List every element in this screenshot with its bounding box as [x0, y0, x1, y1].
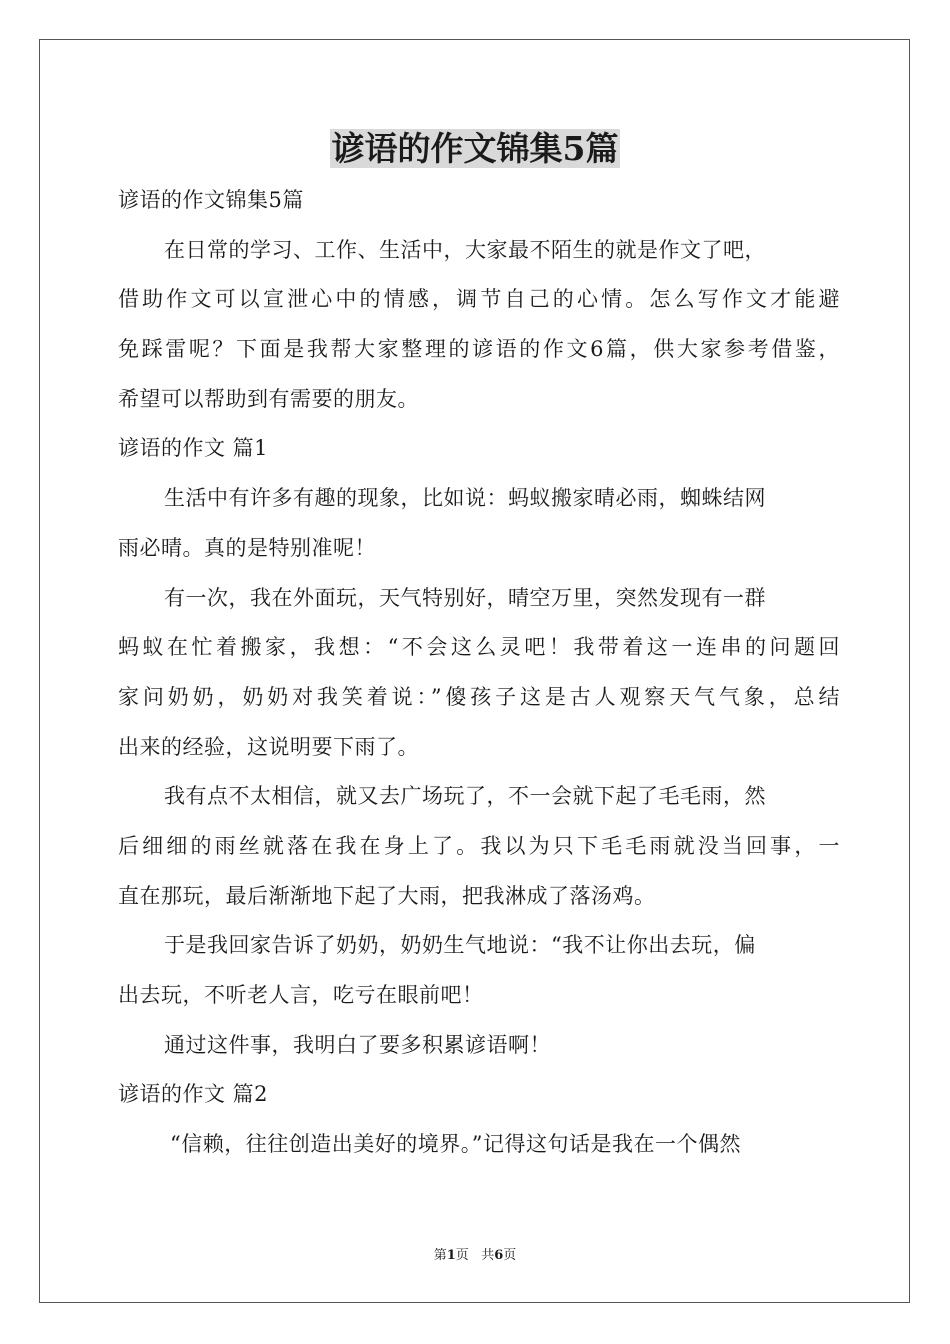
- paragraph-line: 直在那玩，最后渐渐地下起了大雨，把我淋成了落汤鸡。: [118, 883, 656, 908]
- paragraph-line: 我有点不太相信，就又去广场玩了，不一会就下起了毛毛雨，然: [164, 784, 766, 809]
- section-heading-1: 谚语的作文 篇1: [118, 436, 269, 461]
- total-prefix: 共: [481, 1248, 495, 1263]
- paragraph-line: 借助作文可以宣泄心中的情感，调节自己的心情。怎么写作文才能避: [118, 287, 840, 312]
- document-title-text: 谚语的作文锦集5篇: [331, 129, 619, 168]
- page-prefix: 第: [433, 1248, 447, 1263]
- paragraph-line: “信赖，往往创造出美好的境界。”记得这句话是我在一个偶然: [170, 1132, 741, 1157]
- paragraph-line: 出去玩，不听老人言，吃亏在眼前吧！: [118, 983, 484, 1007]
- paragraph-line: 后细细的雨丝就落在我在身上了。我以为只下毛毛雨就没当回事，一: [118, 833, 840, 858]
- total-pages: 6: [494, 1248, 504, 1263]
- document-body: [118, 176, 840, 1170]
- paragraph-line: 出来的经验，这说明要下雨了。: [118, 734, 419, 759]
- paragraph-line: 生活中有许多有趣的现象，比如说：蚂蚁搬家晴必雨，蜘蛛结网: [164, 486, 766, 511]
- page-footer: [0, 1246, 950, 1266]
- document-title: [0, 124, 950, 174]
- page-number: 1: [446, 1248, 456, 1263]
- paragraph-line: 免踩雷呢？下面是我帮大家整理的谚语的作文6篇，供大家参考借鉴，: [118, 337, 840, 362]
- paragraph-line: 在日常的学习、工作、生活中，大家最不陌生的就是作文了吧，: [164, 237, 766, 262]
- section-heading-2: 谚语的作文 篇2: [118, 1082, 269, 1107]
- paragraph-line: 有一次，我在外面玩，天气特别好，晴空万里，突然发现有一群: [164, 585, 766, 610]
- paragraph-line: 希望可以帮助到有需要的朋友。: [118, 386, 419, 411]
- total-suffix: 页: [503, 1248, 517, 1263]
- paragraph-line: 通过这件事，我明白了要多积累谚语啊！: [164, 1032, 551, 1057]
- paragraph-line: 家问奶奶，奶奶对我笑着说：”傻孩子这是古人观察天气气象，总结: [118, 684, 840, 709]
- subtitle-line: 谚语的作文锦集5篇: [118, 188, 304, 212]
- page-suffix: 页: [455, 1248, 469, 1263]
- paragraph-line: 于是我回家告诉了奶奶，奶奶生气地说：“我不让你出去玩，偏: [164, 933, 756, 958]
- paragraph-line: 蚂蚁在忙着搬家，我想：“不会这么灵吧！我带着这一连串的问题回: [118, 635, 840, 660]
- paragraph-line: 雨必晴。真的是特别准呢！: [118, 535, 376, 560]
